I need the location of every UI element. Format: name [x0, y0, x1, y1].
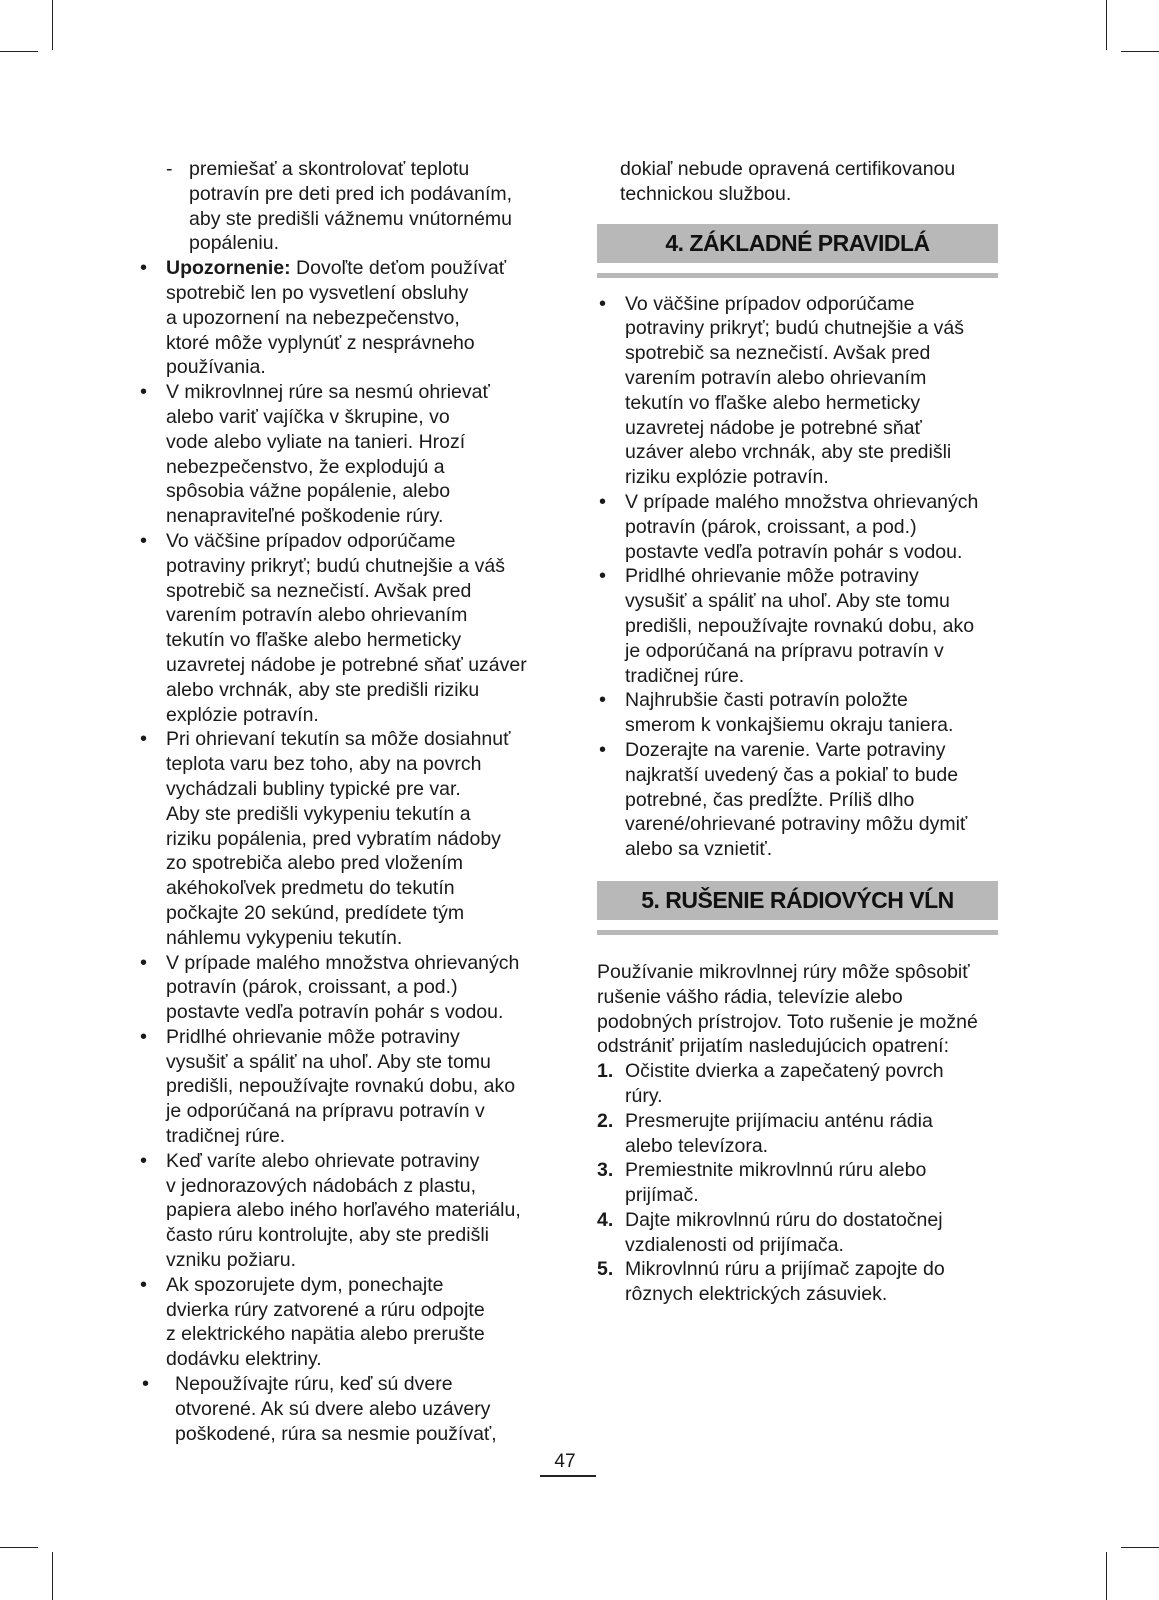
dash-list-item [138, 157, 558, 256]
crop-mark [1121, 1547, 1159, 1548]
bullet-text: Keď varíte alebo ohrievate potraviny v jednorazových nádobách z plastu, papiera alebo iného horľavého materiálu, často rúru kontrolujte, aby ste predišli vzniku požiaru. [166, 1149, 521, 1272]
crop-mark [52, 0, 53, 50]
continuation-text-block [597, 157, 1005, 207]
bullet-marker: • [140, 728, 148, 751]
step-text: Očistite dvierka a zapečatený povrch rúry. [625, 1060, 944, 1107]
section-4-heading-block [597, 224, 1005, 266]
section-5-intro: Používanie mikrovlnnej rúry môže spôsobiť rušenie vášho rádia, televízie alebo podobných prístrojov. Toto rušenie je možné odstrániť prijatím nasledujúcich opatrení: [597, 960, 978, 1058]
bullet-item [138, 951, 558, 1025]
numbered-step [597, 1109, 1005, 1159]
bullet-item [138, 529, 558, 727]
bullet-item [597, 564, 1005, 688]
bullet-text: Upozornenie: Dovoľte deťom používať spotrebič len po vysvetlení obsluhy a upozornení na nebezpečenstvo, ktoré môže vyplynúť z nesprávneho používania. [166, 257, 507, 379]
bullet-item-last [138, 1372, 558, 1446]
bullet-item-warning [138, 256, 558, 380]
bullet-marker: • [599, 292, 607, 315]
bullet-text: V prípade malého množstva ohrievaných potravín (párok, croissant, a pod.) postavte vedľa potravín pohár s vodou. [625, 490, 979, 563]
bullet-text: Pridlhé ohrievanie môže potraviny vysušiť a spáliť na uhoľ. Aby ste tomu predišli, nepoužívajte rovnakú dobu, ako je odporúčaná na prípravu potravín v tradičnej rúre. [625, 565, 975, 687]
section-5-heading-block [597, 881, 1005, 923]
left-column [138, 157, 558, 1446]
numbered-step [597, 1059, 1005, 1109]
bullet-text: Vo väčšine prípadov odporúčame potraviny prikryť; budú chutnejšie a váš spotrebič sa neznečistí. Avšak pred varením potravín alebo ohrievaním tekutín vo fľaške alebo hermeticky uzavretej nádobe je potrebné sňať uzáver alebo vrchnák, aby ste predišli riziku explózie potravín. [625, 292, 964, 489]
page-number-underline [540, 1475, 596, 1477]
bullet-marker: • [140, 529, 148, 552]
bullet-marker: • [599, 738, 607, 761]
warning-label: Upozornenie: [166, 257, 291, 280]
bullet-text: Pri ohrievaní tekutín sa môže dosiahnuť teplota varu bez toho, aby na povrch vychádzali bubliny typické pre var. Aby ste predišli vykypeniu tekutín a riziku popálenia, pred vybratím nádoby zo spotrebiča alebo pred vložením akéhokoľvek predmetu do tekutín počkajte 20 sekúnd, predídete tým náhlemu vykypeniu tekutín. [166, 728, 511, 949]
numbered-step [597, 1158, 1005, 1208]
bullet-marker: • [599, 565, 607, 588]
step-text: Premiestnite mikrovlnnú rúru alebo prijímač. [625, 1159, 927, 1207]
bullet-text: V prípade malého množstva ohrievaných potravín (párok, croissant, a pod.) postavte vedľa potravín pohár s vodou. [166, 951, 520, 1024]
bullet-item [138, 1149, 558, 1273]
bullet-item [138, 1273, 558, 1372]
section-4-list [597, 292, 1005, 862]
bullet-text: Najhrubšie časti potravín položte smerom k vonkajšiemu okraju taniera. [625, 689, 954, 737]
bullet-item [138, 380, 558, 529]
bullet-marker: • [140, 381, 148, 404]
dash-item-text: premiešať a skontrolovať teplotu potravín pre deti pred ich podávaním, aby ste predišli vážnemu vnútornému popáleniu. [189, 158, 513, 255]
bullet-marker: • [140, 951, 148, 974]
right-column [597, 157, 1005, 1307]
bullet-item [597, 490, 1005, 564]
crop-mark [0, 51, 38, 52]
crop-mark [1106, 1552, 1107, 1600]
section-5-heading: 5. RUŠENIE RÁDIOVÝCH VĹN [597, 881, 998, 920]
bullet-item [597, 688, 1005, 738]
crop-mark [1121, 51, 1159, 52]
bullet-text: Ak spozorujete dym, ponechajte dvierka rúry zatvorené a rúru odpojte z elektrického napätia alebo prerušte dodávku elektriny. [166, 1273, 485, 1371]
continuation-text: dokiaľ nebude opravená certifikovanou technickou službou. [620, 158, 956, 205]
section-4-heading: 4. ZÁKLADNÉ PRAVIDLÁ [597, 224, 998, 263]
bullet-marker: • [140, 1149, 148, 1172]
step-number: 5. [597, 1258, 614, 1281]
bullet-text: Dozerajte na varenie. Varte potraviny najkratší uvedený čas a pokiaľ to bude potrebné, čas predĺžte. Príliš dlho varené/ohrievané potraviny môžu dymiť alebo sa vznietiť. [625, 738, 968, 861]
bullet-text: Pridlhé ohrievanie môže potraviny vysušiť a spáliť na uhoľ. Aby ste tomu predišli, nepoužívajte rovnakú dobu, ako je odporúčaná na prípravu potravín v tradičnej rúre. [166, 1025, 516, 1148]
bullet-text: Vo väčšine prípadov odporúčame potraviny prikryť; budú chutnejšie a váš spotrebič sa neznečistí. Avšak pred varením potravín alebo ohrievaním tekutín vo fľaške alebo hermeticky uzavretej nádobe je potrebné sňať uzáver alebo vrchnák, aby ste predišli riziku explózie potravín. [166, 529, 527, 726]
step-number: 4. [597, 1208, 614, 1231]
crop-mark [52, 1552, 53, 1600]
bullet-marker: • [142, 1373, 150, 1396]
step-text: Presmerujte prijímaciu anténu rádia alebo televízora. [625, 1109, 933, 1157]
bullet-text: V mikrovlnnej rúre sa nesmú ohrievať alebo variť vajíčka v škrupine, vo vode alebo vyliate na tanieri. Hrozí nebezpečenstvo, že explodujú a spôsobia vážne popálenie, alebo nenapraviteľné poškodenie rúry. [166, 381, 490, 528]
bullet-item [597, 738, 1005, 862]
bullet-marker: • [140, 1273, 148, 1296]
bullet-text: Nepoužívajte rúru, keď sú dvere otvorené. Ak sú dvere alebo uzávery poškodené, rúra sa nesmie používať, [175, 1373, 497, 1445]
bullet-item [138, 1025, 558, 1149]
step-number: 1. [597, 1060, 614, 1083]
dash-marker: - [166, 158, 173, 180]
step-number: 2. [597, 1109, 614, 1132]
bullet-item [597, 292, 1005, 490]
crop-mark [1106, 0, 1107, 50]
heading-underline [597, 930, 998, 935]
numbered-step [597, 1257, 1005, 1307]
heading-underline [597, 273, 998, 278]
bullet-marker: • [599, 490, 607, 513]
section-5-steps [597, 1059, 1005, 1307]
step-text: Dajte mikrovlnnú rúru do dostatočnej vzdialenosti od prijímača. [625, 1208, 943, 1256]
bullet-marker: • [140, 257, 148, 280]
step-number: 3. [597, 1159, 614, 1182]
page-number: 47 [554, 1451, 576, 1472]
bullet-marker: • [599, 689, 607, 712]
numbered-step [597, 1208, 1005, 1258]
step-text: Mikrovlnnú rúru a prijímač zapojte do rôznych elektrických zásuviek. [625, 1258, 945, 1306]
crop-mark [0, 1547, 38, 1548]
bullet-item [138, 727, 558, 950]
bullet-marker: • [140, 1025, 148, 1048]
